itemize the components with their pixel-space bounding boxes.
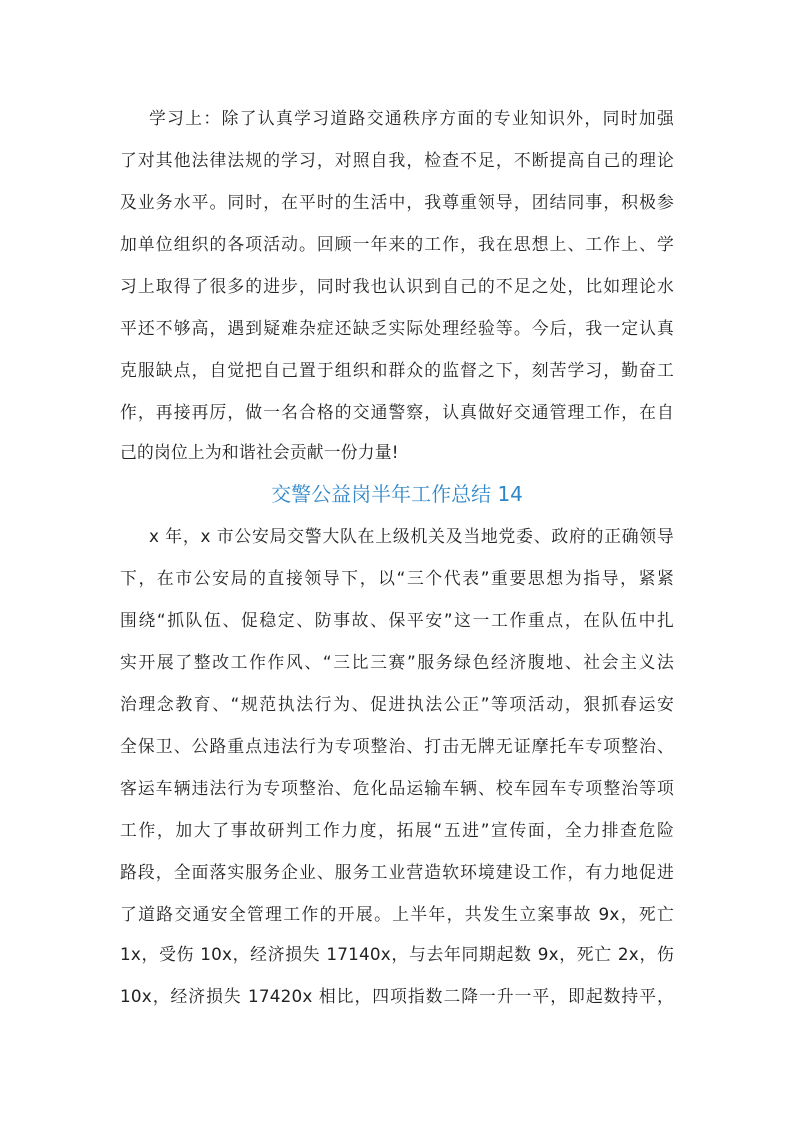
paragraph-2-line-5: 治理念教育、“规范执法行为、促进执法公正”等项活动，狠抓春运安 — [120, 694, 674, 714]
paragraph-1-line-9: 己的岗位上为和谐社会贡献一份力量! — [120, 442, 399, 462]
paragraph-1-line-8: 作，再接再厉，做一名合格的交通警察，认真做好交通管理工作，在自 — [120, 402, 674, 422]
paragraph-1-line-7: 克服缺点，自觉把自己置于组织和群众的监督之下，刻苦学习，勤奋工 — [120, 360, 674, 380]
paragraph-2-line-9: 路段，全面落实服务企业、服务工业营造软环境建设工作，有力地促进 — [120, 862, 674, 882]
paragraph-1-line-6: 平还不够高，遇到疑难杂症还缺乏实际处理经验等。今后，我一定认真 — [120, 318, 674, 338]
paragraph-2-line-8: 工作，加大了事故研判工作力度，拓展“五进”宣传面，全力排查危险 — [120, 820, 674, 840]
paragraph-2-line-11: 1x，受伤 10x，经济损失 17140x，与去年同期起数 9x，死亡 2x，伤 — [120, 944, 674, 964]
paragraph-1-line-2: 了对其他法律法规的学习，对照自我，检查不足，不断提高自己的理论 — [120, 150, 674, 170]
paragraph-2-line-4: 实开展了整改工作作风、“三比三赛”服务绿色经济腹地、社会主义法 — [120, 652, 674, 672]
paragraph-1-line-4: 加单位组织的各项活动。回顾一年来的工作，我在思想上、工作上、学 — [120, 234, 674, 254]
section-heading: 交警公益岗半年工作总结 14 — [271, 482, 523, 506]
paragraph-2-line-3: 围绕“抓队伍、促稳定、防事故、保平安”这一工作重点，在队伍中扎 — [120, 610, 674, 630]
paragraph-1-line-3: 及业务水平。同时，在平时的生活中，我尊重领导，团结同事，积极参 — [120, 192, 674, 212]
paragraph-1-line-1: 学习上：除了认真学习道路交通秩序方面的专业知识外，同时加强 — [149, 108, 674, 128]
paragraph-2-line-1: x 年，x 市公安局交警大队在上级机关及当地党委、政府的正确领导 — [149, 526, 674, 546]
paragraph-2-line-6: 全保卫、公路重点违法行为专项整治、打击无牌无证摩托车专项整治、 — [120, 736, 674, 756]
paragraph-2-line-7: 客运车辆违法行为专项整治、危化品运输车辆、校车园车专项整治等项 — [120, 778, 674, 798]
paragraph-1-line-5: 习上取得了很多的进步，同时我也认识到自己的不足之处，比如理论水 — [120, 276, 674, 296]
paragraph-2-line-12: 10x，经济损失 17420x 相比，四项指数二降一升一平，即起数持平， — [120, 986, 674, 1006]
paragraph-2-line-2: 下，在市公安局的直接领导下，以“三个代表”重要思想为指导，紧紧 — [120, 568, 674, 588]
paragraph-2-line-10: 了道路交通安全管理工作的开展。上半年，共发生立案事故 9x，死亡 — [120, 904, 674, 924]
